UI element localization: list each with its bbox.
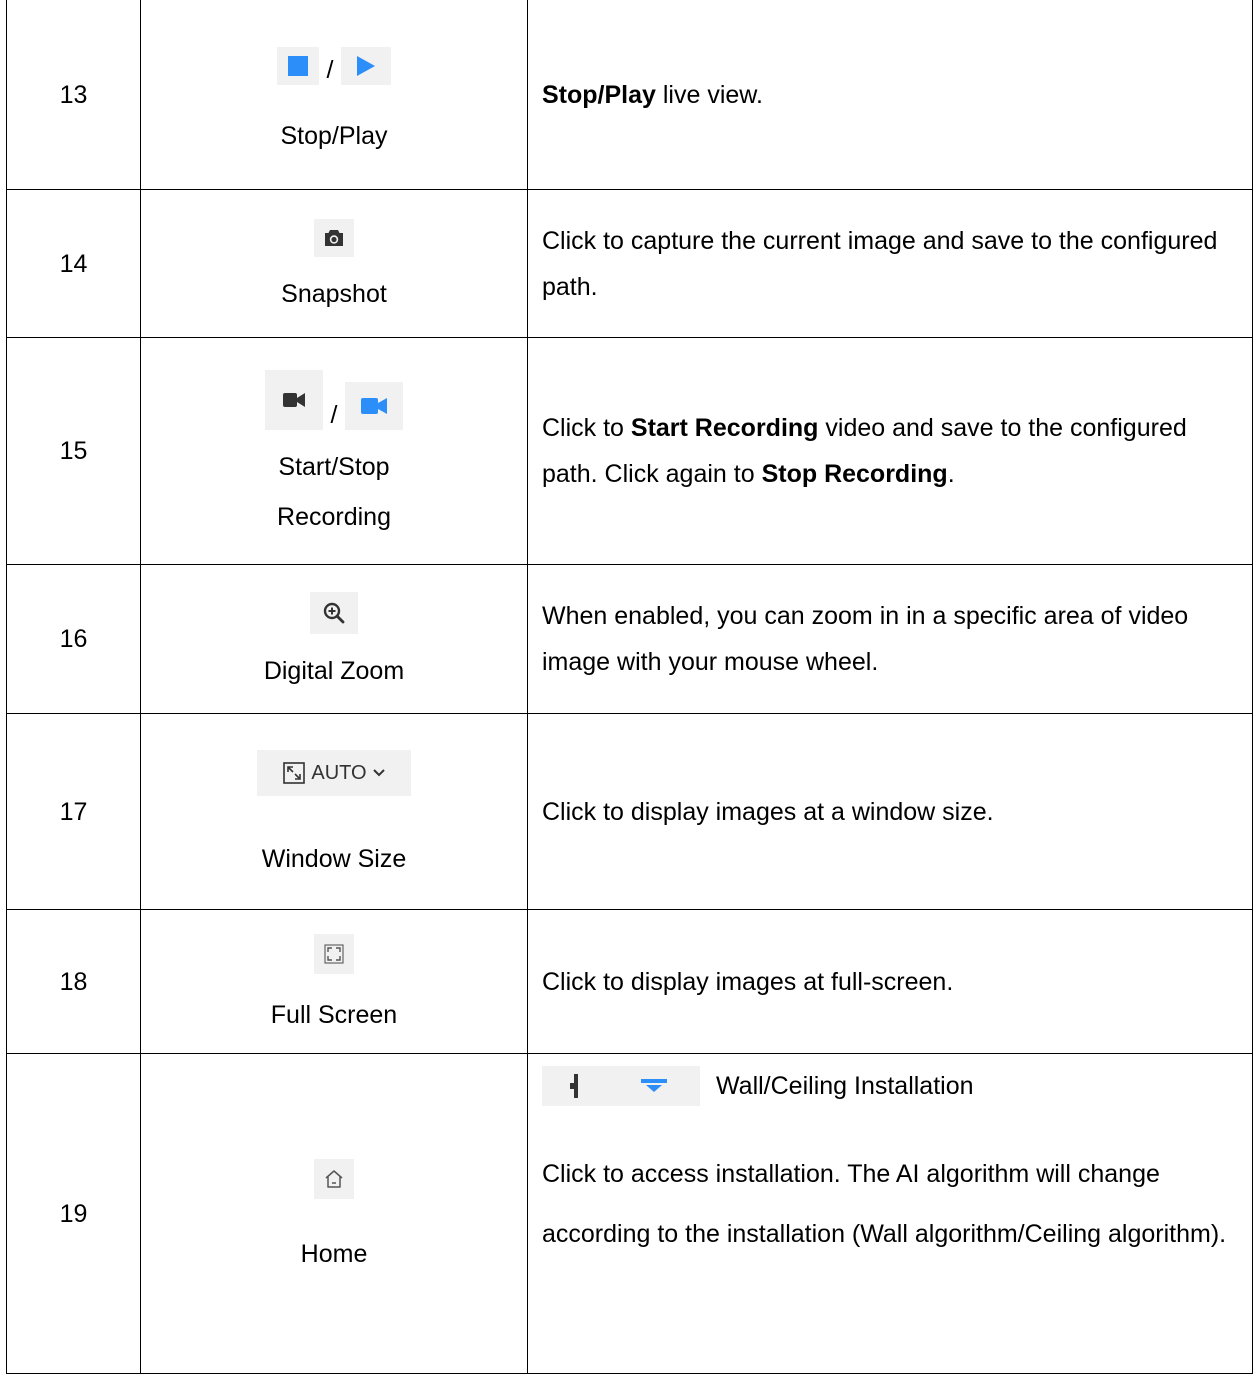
window-size-value: AUTO: [311, 761, 367, 784]
snapshot-button[interactable]: [314, 219, 354, 257]
fullscreen-icon: [324, 944, 344, 964]
row-number: 19: [7, 1054, 141, 1374]
row-number: 17: [7, 714, 141, 910]
item-label-line1: Start/Stop: [278, 453, 390, 481]
table-row: [7, 0, 1253, 190]
play-button[interactable]: [341, 47, 391, 85]
item-cell: [141, 714, 528, 910]
desc-text: Click to: [542, 414, 631, 442]
home-icon: [324, 1169, 344, 1189]
record-blue-icon: [361, 396, 387, 416]
desc-bold: Stop/Play: [542, 80, 656, 109]
description: Click to display images at a window size.: [528, 714, 1253, 910]
item-label-line2: Recording: [277, 503, 391, 531]
ceiling-mount-icon: [641, 1079, 667, 1093]
item-cell: [141, 190, 528, 338]
separator-slash: /: [330, 401, 338, 429]
table-row: [7, 1054, 1253, 1374]
desc-text: .: [947, 460, 955, 488]
item-cell: [141, 338, 528, 565]
row-number: 13: [7, 0, 141, 190]
item-label: Window Size: [261, 844, 407, 873]
fullscreen-button[interactable]: [314, 934, 354, 974]
item-cell: [141, 1054, 528, 1374]
chevron-down-icon: [373, 769, 385, 777]
camera-icon: [324, 229, 344, 247]
separator-slash: /: [326, 55, 334, 84]
desc-bold: Stop Recording: [761, 460, 948, 488]
desc-bold: Start Recording: [630, 414, 819, 442]
desc-text: live view.: [655, 80, 763, 109]
item-cell: [141, 0, 528, 190]
digital-zoom-button[interactable]: [310, 592, 358, 634]
record-button[interactable]: [265, 370, 323, 430]
description: Click to capture the current image and save to the configured path.: [528, 190, 1253, 338]
stop-record-button[interactable]: [345, 382, 403, 430]
table-row: [7, 565, 1253, 714]
installation-toggle[interactable]: [542, 1066, 700, 1106]
window-size-icon: [283, 762, 305, 784]
table-row: [7, 338, 1253, 565]
row-number: 15: [7, 338, 141, 565]
item-label: Full Screen: [270, 1000, 398, 1029]
record-dark-icon: [283, 392, 305, 408]
window-size-dropdown[interactable]: [257, 750, 411, 796]
stop-button[interactable]: [277, 47, 319, 85]
item-cell: [141, 910, 528, 1054]
description-text: Click to access installation. The AI algorithm will change according to the installation (Wall algorithm/Ceiling algorithm).: [542, 1160, 1227, 1248]
table-row: [7, 714, 1253, 910]
description: [528, 338, 1253, 565]
installation-label: Wall/Ceiling Installation: [716, 1072, 974, 1100]
stop-icon: [288, 56, 308, 76]
description: [528, 0, 1253, 190]
item-cell: [141, 565, 528, 714]
description: Click to display images at full-screen.: [528, 910, 1253, 1054]
desc-text: video and save to the configured path. Click again to: [542, 414, 1187, 488]
row-number: 16: [7, 565, 141, 714]
row-number: 18: [7, 910, 141, 1054]
description: [528, 1054, 1253, 1374]
table-row: [7, 910, 1253, 1054]
wall-mount-icon: [570, 1074, 580, 1098]
play-icon: [355, 55, 377, 77]
zoom-in-icon: [323, 602, 345, 624]
item-label: Stop/Play: [280, 121, 388, 150]
home-button[interactable]: [314, 1159, 354, 1199]
item-label: Home: [300, 1239, 368, 1268]
row-number: 14: [7, 190, 141, 338]
feature-table: [6, 0, 1253, 1374]
installation-selector: [542, 1066, 1232, 1106]
item-label: Snapshot: [281, 279, 387, 308]
description: When enabled, you can zoom in in a specific area of video image with your mouse wheel.: [528, 565, 1253, 714]
table-row: [7, 190, 1253, 338]
item-label: Digital Zoom: [263, 657, 405, 685]
